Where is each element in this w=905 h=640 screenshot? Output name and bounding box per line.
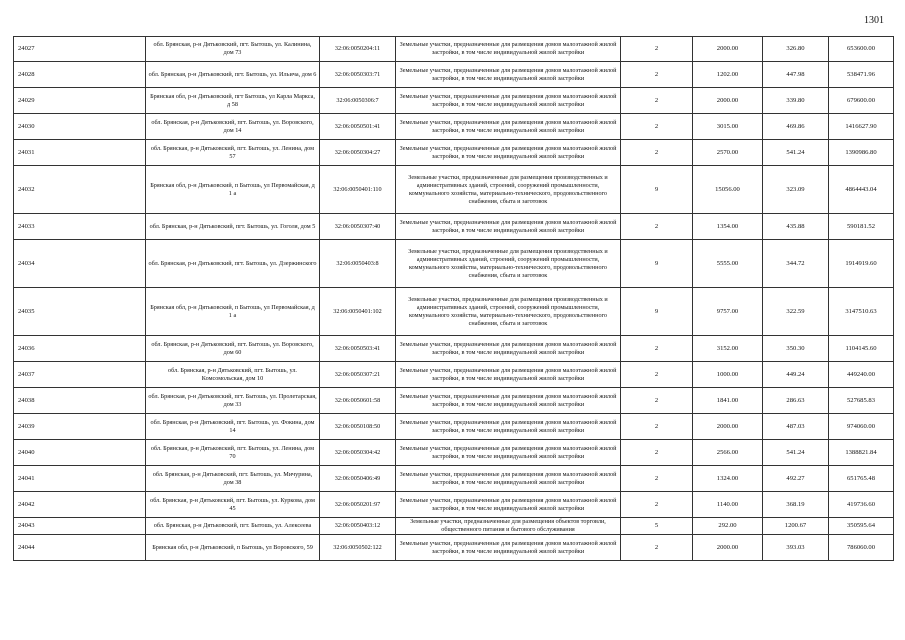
row-group-number: 5 — [621, 518, 693, 535]
row-address: обл. Брянская, р-н Дятьковский, пгт. Бытошь, ул. Фокина, дом 14 — [146, 414, 320, 440]
row-cadastral-value: 3147510.63 — [829, 288, 894, 336]
row-area: 2000.00 — [693, 37, 763, 62]
row-specific-value: 469.86 — [763, 114, 829, 140]
row-cadastral-value: 419736.60 — [829, 492, 894, 518]
row-cadastral-number: 32:06:0050401:110 — [320, 166, 396, 214]
row-cadastral-number: 32:06:0050401:102 — [320, 288, 396, 336]
row-address: Брянская обл, р-н Дятьковский, пгт Бытошь, ул Карла Маркса, д 58 — [146, 88, 320, 114]
row-specific-value: 368.19 — [763, 492, 829, 518]
row-cadastral-value: 1416627.90 — [829, 114, 894, 140]
table-row — [14, 37, 894, 62]
row-group-number: 2 — [621, 214, 693, 240]
row-specific-value: 393.03 — [763, 535, 829, 561]
row-area: 1841.00 — [693, 388, 763, 414]
row-cadastral-value: 653600.00 — [829, 37, 894, 62]
row-cadastral-number: 32:06:0050108:50 — [320, 414, 396, 440]
row-cadastral-value: 590181.52 — [829, 214, 894, 240]
page-number: 1301 — [864, 15, 884, 26]
table-row — [14, 288, 894, 336]
row-cadastral-number: 32:06:0050403:12 — [320, 518, 396, 535]
row-specific-value: 350.30 — [763, 336, 829, 362]
row-specific-value: 487.03 — [763, 414, 829, 440]
row-area: 9757.00 — [693, 288, 763, 336]
row-id: 24034 — [14, 240, 146, 288]
table-row — [14, 140, 894, 166]
row-id: 24044 — [14, 535, 146, 561]
row-cadastral-number: 32:06:0050403:8 — [320, 240, 396, 288]
row-address: обл. Брянская, р-н Дятьковский, пгт. Бытошь, ул. Ленина, дом 57 — [146, 140, 320, 166]
row-area: 1140.00 — [693, 492, 763, 518]
row-area: 1354.00 — [693, 214, 763, 240]
row-group-number: 2 — [621, 388, 693, 414]
row-address: обл. Брянская, р-н Дятьковский, пгт. Бытошь, ул. Куркова, дом 45 — [146, 492, 320, 518]
row-cadastral-value: 449240.00 — [829, 362, 894, 388]
row-land-purpose: Земельные участки, предназначенные для размещения домов малоэтажной жилой застройки, в том числе индивидуальной жилой застройки — [396, 336, 621, 362]
row-cadastral-value: 4864443.04 — [829, 166, 894, 214]
table-row — [14, 166, 894, 214]
row-group-number: 2 — [621, 362, 693, 388]
row-group-number: 2 — [621, 37, 693, 62]
table-row — [14, 535, 894, 561]
row-specific-value: 339.80 — [763, 88, 829, 114]
table-row — [14, 362, 894, 388]
row-group-number: 2 — [621, 535, 693, 561]
row-id: 24037 — [14, 362, 146, 388]
row-area: 2000.00 — [693, 535, 763, 561]
row-id: 24042 — [14, 492, 146, 518]
row-land-purpose: Земельные участки, предназначенные для размещения домов малоэтажной жилой застройки, в том числе индивидуальной жилой застройки — [396, 88, 621, 114]
row-cadastral-value: 350595.64 — [829, 518, 894, 535]
row-id: 24035 — [14, 288, 146, 336]
row-land-purpose: Земельные участки, предназначенные для размещения домов малоэтажной жилой застройки, в том числе индивидуальной жилой застройки — [396, 140, 621, 166]
row-cadastral-number: 32:06:0050306:7 — [320, 88, 396, 114]
row-area: 1324.00 — [693, 466, 763, 492]
row-address: обл. Брянская, р-н Дятьковский, пгт. Бытошь, ул. Мичурина, дом 38 — [146, 466, 320, 492]
row-group-number: 2 — [621, 440, 693, 466]
row-land-purpose: Земельные участки, предназначенные для размещения производственных и административных зданий, строений, сооружений промышленности, коммунального хозяйства, материально-технического, продовольственного снабжения, сбыта и заготовок — [396, 240, 621, 288]
row-specific-value: 322.59 — [763, 288, 829, 336]
row-address: обл. Брянская, р-н Дятьковский, пгт. Бытошь, ул. Калинина, дом 73 — [146, 37, 320, 62]
row-group-number: 2 — [621, 336, 693, 362]
row-address: обл. Брянская, р-н Дятьковский, пгт. Бытошь, ул. Воровского, дом 14 — [146, 114, 320, 140]
row-address: обл. Брянская, р-н Дятьковский, пгт. Бытошь, ул. Комсомольская, дом 10 — [146, 362, 320, 388]
row-cadastral-number: 32:06:0050601:58 — [320, 388, 396, 414]
row-land-purpose: Земельные участки, предназначенные для размещения домов малоэтажной жилой застройки, в том числе индивидуальной жилой застройки — [396, 535, 621, 561]
row-address: обл. Брянская, р-н Дятьковский, пгт. Бытошь, ул. Гоголя, дом 5 — [146, 214, 320, 240]
row-id: 24027 — [14, 37, 146, 62]
row-id: 24031 — [14, 140, 146, 166]
table-row — [14, 388, 894, 414]
row-land-purpose: Земельные участки, предназначенные для размещения домов малоэтажной жилой застройки, в том числе индивидуальной жилой застройки — [396, 414, 621, 440]
row-address: Брянская обл, р-н Дятьковский, п Бытошь, ул Первомайская, д 1 а — [146, 166, 320, 214]
row-id: 24041 — [14, 466, 146, 492]
row-land-purpose: Земельные участки, предназначенные для размещения домов малоэтажной жилой застройки, в том числе индивидуальной жилой застройки — [396, 362, 621, 388]
row-specific-value: 447.98 — [763, 62, 829, 88]
row-id: 24030 — [14, 114, 146, 140]
row-id: 24029 — [14, 88, 146, 114]
row-id: 24028 — [14, 62, 146, 88]
row-id: 24032 — [14, 166, 146, 214]
cadastral-value-table — [13, 36, 894, 561]
row-cadastral-number: 32:06:0050503:41 — [320, 336, 396, 362]
row-id: 24033 — [14, 214, 146, 240]
row-address: обл. Брянская, р-н Дятьковский, пгт. Бытошь, ул. Ленина, дом 70 — [146, 440, 320, 466]
row-cadastral-number: 32:06:0050304:42 — [320, 440, 396, 466]
row-group-number: 9 — [621, 240, 693, 288]
table-row — [14, 466, 894, 492]
row-area: 3152.00 — [693, 336, 763, 362]
row-group-number: 2 — [621, 414, 693, 440]
row-area: 2570.00 — [693, 140, 763, 166]
row-cadastral-number: 32:06:0050201:97 — [320, 492, 396, 518]
row-group-number: 2 — [621, 114, 693, 140]
table-row — [14, 492, 894, 518]
row-land-purpose: Земельные участки, предназначенные для размещения производственных и административных зданий, строений, сооружений промышленности, коммунального хозяйства, материально-технического, продовольственного снабжения, сбыта и заготовок — [396, 288, 621, 336]
row-area: 1202.00 — [693, 62, 763, 88]
row-id: 24038 — [14, 388, 146, 414]
row-cadastral-value: 1390986.80 — [829, 140, 894, 166]
row-address: обл. Брянская, р-н Дятьковский, пгт. Бытошь, ул. Воровского, дом 60 — [146, 336, 320, 362]
table-row — [14, 336, 894, 362]
row-specific-value: 541.24 — [763, 440, 829, 466]
row-cadastral-value: 1104145.60 — [829, 336, 894, 362]
row-cadastral-number: 32:06:0050501:41 — [320, 114, 396, 140]
row-land-purpose: Земельные участки, предназначенные для размещения домов малоэтажной жилой застройки, в том числе индивидуальной жилой застройки — [396, 388, 621, 414]
row-specific-value: 286.63 — [763, 388, 829, 414]
row-cadastral-number: 32:06:0050204:11 — [320, 37, 396, 62]
table-row — [14, 414, 894, 440]
row-group-number: 9 — [621, 288, 693, 336]
row-address: обл. Брянская, р-н Дятьковский, пгт. Бытошь, ул. Дзержинского — [146, 240, 320, 288]
row-group-number: 2 — [621, 492, 693, 518]
table-row — [14, 440, 894, 466]
row-land-purpose: Земельные участки, предназначенные для размещения объектов торговли, общественного питания и бытового обслуживания — [396, 518, 621, 535]
row-cadastral-number: 32:06:0050307:40 — [320, 214, 396, 240]
row-cadastral-number: 32:06:0050304:27 — [320, 140, 396, 166]
row-address: обл. Брянская, р-н Дятьковский, пгт. Бытошь, ул. Пролетарская, дом 33 — [146, 388, 320, 414]
row-cadastral-value: 786060.00 — [829, 535, 894, 561]
row-specific-value: 492.27 — [763, 466, 829, 492]
row-cadastral-number: 32:06:0050502:122 — [320, 535, 396, 561]
row-specific-value: 1200.67 — [763, 518, 829, 535]
row-cadastral-number: 32:06:0050406:49 — [320, 466, 396, 492]
row-cadastral-value: 679600.00 — [829, 88, 894, 114]
table-row — [14, 114, 894, 140]
table-body — [14, 37, 894, 561]
row-land-purpose: Земельные участки, предназначенные для размещения домов малоэтажной жилой застройки, в том числе индивидуальной жилой застройки — [396, 466, 621, 492]
row-address: Брянская обл, р-н Дятьковский, п Бытошь, ул Первомайская, д 1 а — [146, 288, 320, 336]
row-specific-value: 323.09 — [763, 166, 829, 214]
row-specific-value: 435.88 — [763, 214, 829, 240]
row-land-purpose: Земельные участки, предназначенные для размещения домов малоэтажной жилой застройки, в том числе индивидуальной жилой застройки — [396, 114, 621, 140]
row-group-number: 9 — [621, 166, 693, 214]
row-area: 292.00 — [693, 518, 763, 535]
row-cadastral-value: 974060.00 — [829, 414, 894, 440]
table-row — [14, 88, 894, 114]
row-group-number: 2 — [621, 466, 693, 492]
row-land-purpose: Земельные участки, предназначенные для размещения домов малоэтажной жилой застройки, в том числе индивидуальной жилой застройки — [396, 62, 621, 88]
table-row — [14, 62, 894, 88]
row-specific-value: 449.24 — [763, 362, 829, 388]
row-area: 5555.00 — [693, 240, 763, 288]
row-land-purpose: Земельные участки, предназначенные для размещения домов малоэтажной жилой застройки, в том числе индивидуальной жилой застройки — [396, 440, 621, 466]
row-specific-value: 541.24 — [763, 140, 829, 166]
row-address: Брянская обл, р-н Дятьковский, п Бытошь, ул Воровского, 59 — [146, 535, 320, 561]
row-address: обл. Брянская, р-н Дятьковский, пгт. Бытошь, ул. Алексеева — [146, 518, 320, 535]
row-group-number: 2 — [621, 88, 693, 114]
row-id: 24043 — [14, 518, 146, 535]
row-address: обл. Брянская, р-н Дятьковский, пгт. Бытошь, ул. Ильича, дом 6 — [146, 62, 320, 88]
row-area: 2566.00 — [693, 440, 763, 466]
row-area: 3015.00 — [693, 114, 763, 140]
row-cadastral-value: 1914919.60 — [829, 240, 894, 288]
table-row — [14, 518, 894, 535]
row-area: 15056.00 — [693, 166, 763, 214]
row-land-purpose: Земельные участки, предназначенные для размещения домов малоэтажной жилой застройки, в том числе индивидуальной жилой застройки — [396, 37, 621, 62]
row-cadastral-number: 32:06:0050307:21 — [320, 362, 396, 388]
row-specific-value: 344.72 — [763, 240, 829, 288]
row-land-purpose: Земельные участки, предназначенные для размещения домов малоэтажной жилой застройки, в том числе индивидуальной жилой застройки — [396, 492, 621, 518]
row-cadastral-number: 32:06:0050303:71 — [320, 62, 396, 88]
row-group-number: 2 — [621, 140, 693, 166]
row-land-purpose: Земельные участки, предназначенные для размещения домов малоэтажной жилой застройки, в том числе индивидуальной жилой застройки — [396, 214, 621, 240]
row-group-number: 2 — [621, 62, 693, 88]
table-row — [14, 240, 894, 288]
row-cadastral-value: 538471.96 — [829, 62, 894, 88]
row-specific-value: 326.80 — [763, 37, 829, 62]
row-area: 2000.00 — [693, 88, 763, 114]
row-cadastral-value: 651765.48 — [829, 466, 894, 492]
row-area: 1000.00 — [693, 362, 763, 388]
row-id: 24039 — [14, 414, 146, 440]
row-cadastral-value: 527685.83 — [829, 388, 894, 414]
row-id: 24040 — [14, 440, 146, 466]
table-row — [14, 214, 894, 240]
row-land-purpose: Земельные участки, предназначенные для размещения производственных и административных зданий, строений, сооружений промышленности, коммунального хозяйства, материально-технического, продовольственного снабжения, сбыта и заготовок — [396, 166, 621, 214]
row-cadastral-value: 1388821.84 — [829, 440, 894, 466]
row-area: 2000.00 — [693, 414, 763, 440]
row-id: 24036 — [14, 336, 146, 362]
